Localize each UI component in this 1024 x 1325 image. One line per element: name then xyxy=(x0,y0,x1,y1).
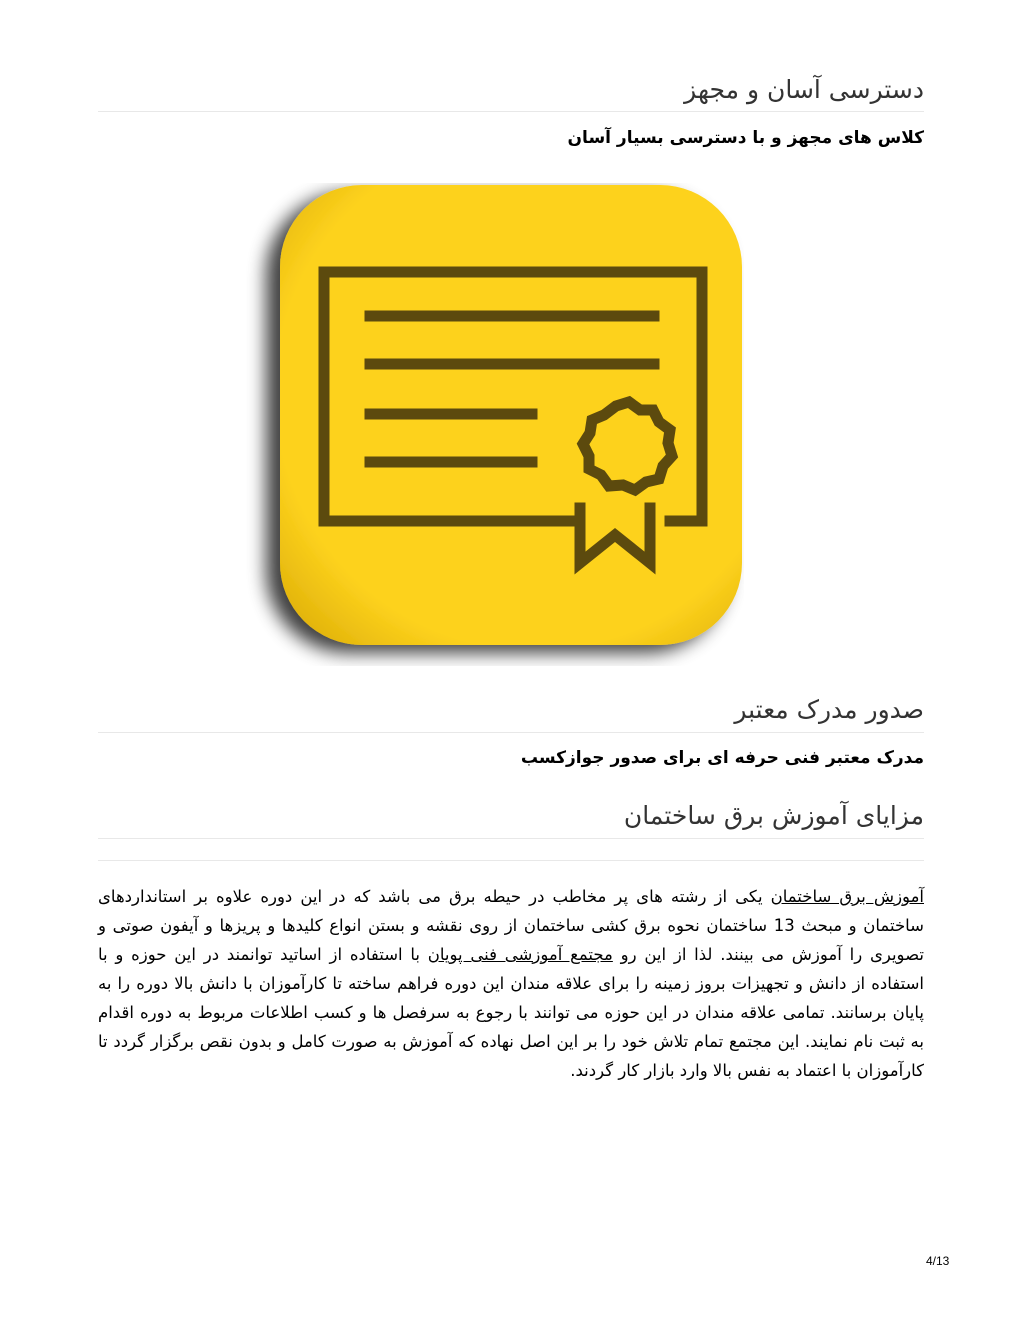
heading-divider xyxy=(98,732,924,733)
section-heading-certificate: صدور مدرک معتبر xyxy=(734,695,924,724)
certificate-icon xyxy=(240,183,744,666)
section-divider xyxy=(98,860,924,861)
paragraph-text-part: با استفاده از اساتید توانمند در این حوزه و با استفاده از دانش و تجهیزات بروز زمینه را برای علاقه مندان این دوره فراهم ساخته تا کارآموزان با دانش بالا دوره را به پایان برسانند. تمامی علاقه مندان در این حوزه می توانند با رجوع به سرفصل ها و کسب اطلاعات مربوط به دوره اقدام به ثبت نام نمایند. این مجتمع تمام تلاش خود را بر این اصل نهاده که آموزش به صورت کامل و بدون نقص برگزار گردد تا کارآموزان با اعتماد به نفس بالا وارد بازار کار گردند. xyxy=(98,945,924,1080)
section-subheading-access: کلاس های مجهز و با دسترسی بسیار آسان xyxy=(567,128,924,148)
building-electrical-training-link[interactable]: آموزش برق ساختمان xyxy=(770,887,924,906)
heading-divider xyxy=(98,111,924,112)
benefits-paragraph xyxy=(98,882,924,1085)
heading-divider xyxy=(98,838,924,839)
pouyan-institute-link[interactable]: مجتمع آموزشی فنی پویان xyxy=(427,945,613,964)
paragraph-text-part: یکی از رشته های پر مخاطب در حیطه برق می باشد که در این دوره علاوه بر استانداردهای ساختمان و مبحث 13 ساختمان نحوه برق کشی ساختمان از روی نقشه و بستن انواع کلیدها و پریزها و آیفون صوتی و تصویری را آموزش می بینند. لذا از این رو xyxy=(98,887,924,964)
page-number: 4/13 xyxy=(926,1254,950,1268)
section-heading-benefits: مزایای آموزش برق ساختمان xyxy=(623,801,924,830)
section-subheading-certificate: مدرک معتبر فنی حرفه ای برای صدور جوازکسب xyxy=(520,748,924,768)
section-heading-access: دسترسی آسان و مجهز xyxy=(684,75,924,104)
